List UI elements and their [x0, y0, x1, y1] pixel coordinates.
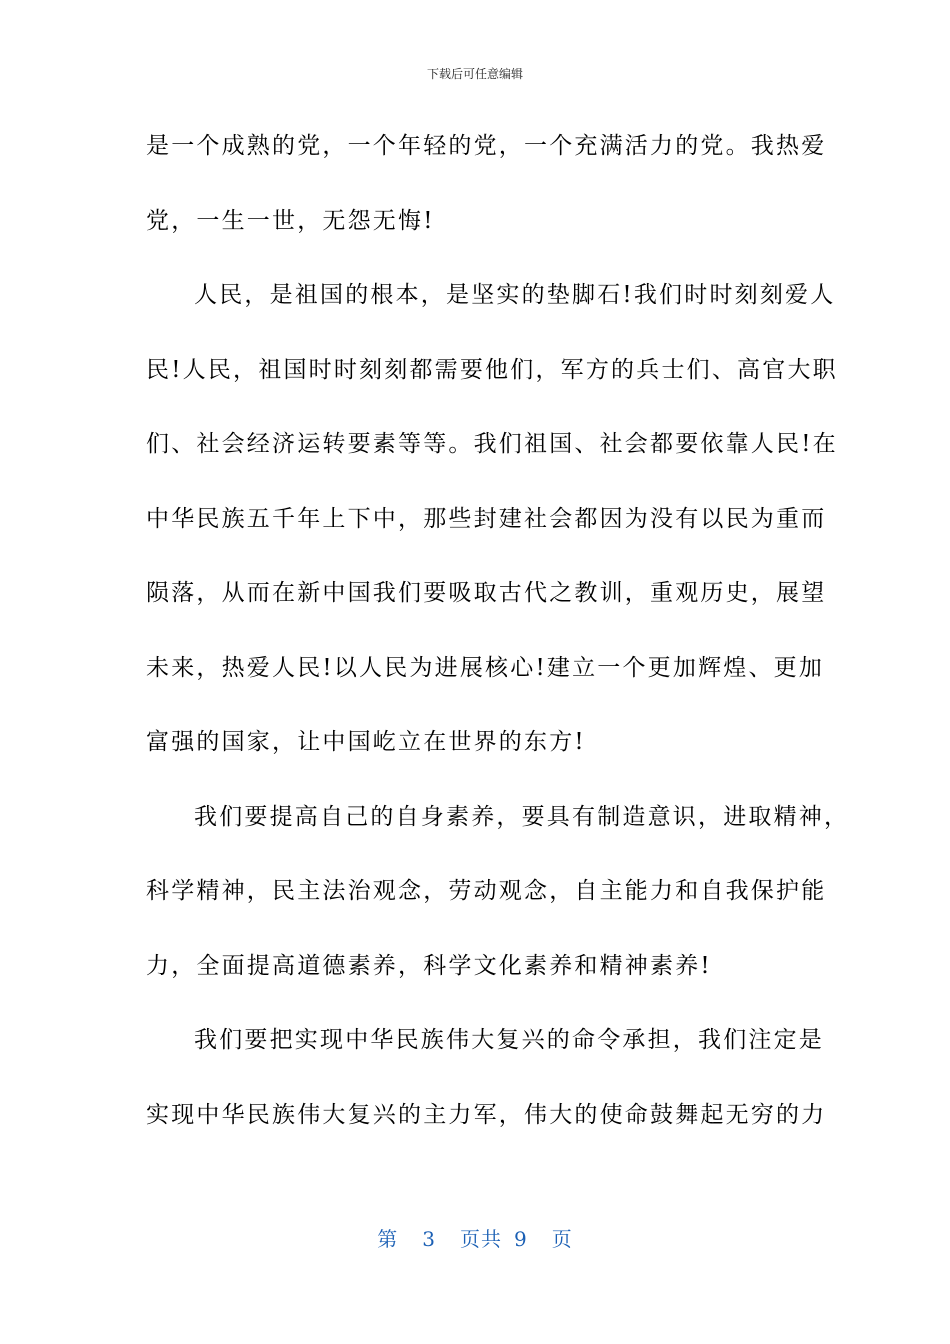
- footer-current-page: 3: [422, 1227, 436, 1251]
- body-text: [146, 120, 850, 1163]
- text-line: 实现中华民族伟大复兴的主力军，伟大的使命鼓舞起无穷的力: [146, 1101, 827, 1128]
- footer-middle: 页共: [460, 1227, 502, 1251]
- text-line: 们、社会经济运转要素等等。我们祖国、社会都要依靠人民!在: [146, 431, 838, 457]
- text-line: 富强的国家，让中国屹立在世界的东方!: [146, 729, 586, 755]
- paragraph-start-line: 我们要提高自己的自身素养，要具有制造意识，进取精神，: [194, 803, 850, 830]
- footer-prefix: 第: [377, 1227, 399, 1251]
- header-note: 下载后可任意编辑: [426, 67, 523, 81]
- paragraph-start-line: 人民，是祖国的根本，是坚实的垫脚石!我们时时刻刻爱人: [194, 282, 836, 308]
- text-line: 党，一生一世，无怨无悔!: [146, 207, 435, 234]
- paragraph-start-line: 我们要把实现中华民族伟大复兴的命令承担，我们注定是: [194, 1027, 824, 1053]
- text-line: 未来，热爱人民!以人民为进展核心!建立一个更加辉煌、更加: [146, 654, 825, 681]
- text-line: 力，全面提高道德素养，科学文化素养和精神素养!: [146, 952, 712, 979]
- footer-suffix: 页: [551, 1227, 573, 1251]
- text-line: 科学精神，民主法治观念，劳动观念，自主能力和自我保护能: [146, 878, 827, 904]
- footer-total-pages: 9: [514, 1227, 528, 1251]
- text-line: 中华民族五千年上下中，那些封建社会都因为没有以民为重而: [146, 505, 827, 532]
- text-line: 陨落，从而在新中国我们要吸取古代之教训，重观历史，展望: [146, 580, 827, 606]
- text-line: 是一个成熟的党，一个年轻的党，一个充满活力的党。我热爱: [146, 133, 827, 159]
- page-number-footer: [0, 1226, 950, 1252]
- text-line: 民!人民，祖国时时刻刻都需要他们，军方的兵士们、高官大职: [146, 356, 838, 383]
